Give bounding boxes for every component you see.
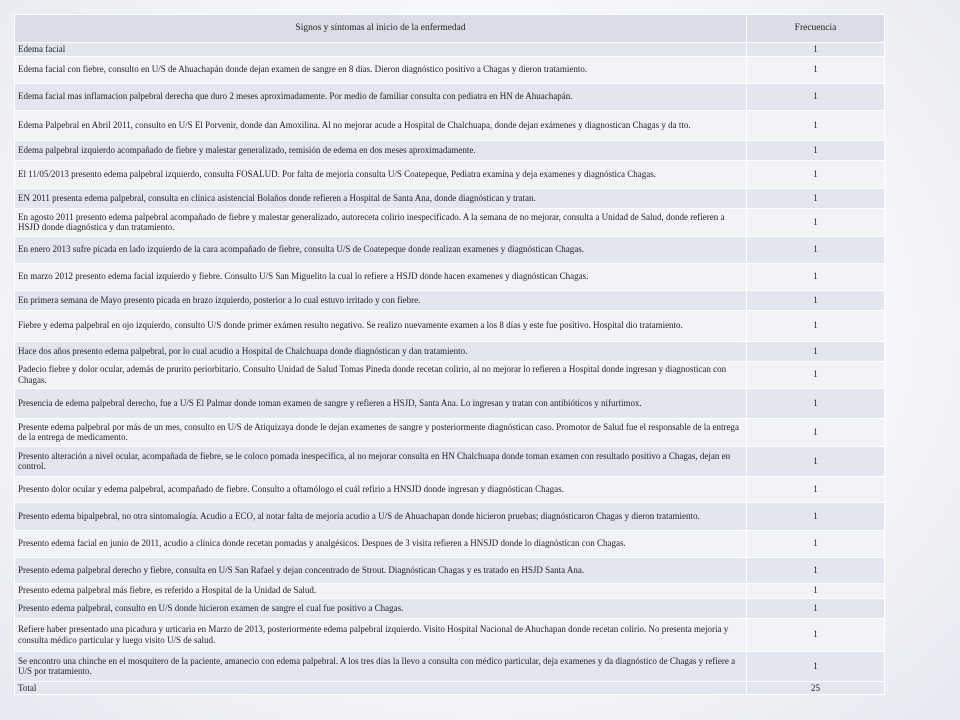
header-frequency: Frecuencia: [747, 15, 885, 43]
frequency-cell: 1: [747, 446, 885, 476]
table-row: [15, 208, 885, 236]
frequency-cell: 1: [747, 208, 885, 236]
frequency-cell: 1: [747, 583, 885, 598]
symptom-cell: Presento edema bipalpebral, no otra sintomalogía. Acudio a ECO, al notar falta de mejoría acudio a U/S de Ahuachapan donde hicieron pruebas; diagnósticaron Chagas y dieron tratamiento.: [15, 502, 747, 530]
symptom-cell: El 11/05/2013 presento edema palpebral izquierdo, consulta FOSALUD. Por falta de mejoría consulta U/S Coatepeque, Pediatra examina y deja examenes y diagnóstica Chagas.: [15, 160, 747, 188]
frequency-cell: 1: [747, 341, 885, 361]
table-row: [15, 290, 885, 310]
frequency-cell: 1: [747, 83, 885, 110]
frequency-cell: 1: [747, 310, 885, 341]
table-row: [15, 56, 885, 83]
frequency-cell: 1: [747, 263, 885, 290]
symptom-cell: Refiere haber presentado una picadura y urticaria en Marzo de 2013, posteriormente edema palpebral izquierdo. Visito Hospital Nacional de Ahuchapan donde recetan colirio. No presenta mejoria y consulta médico particular y luego visito U/S de salud.: [15, 618, 747, 651]
frequency-cell: 1: [747, 236, 885, 263]
frequency-cell: 1: [747, 530, 885, 557]
table-row: [15, 188, 885, 208]
symptom-cell: Fiebre y edema palpebral en ojo izquierdo, consulto U/S donde primer exámen resulto negativo. Se realizo nuevamente examen a los 8 días y este fue positivo. Hospital dio tratamiento.: [15, 310, 747, 341]
table-row: [15, 160, 885, 188]
table-body: [15, 43, 885, 695]
table-row: [15, 236, 885, 263]
frequency-cell: 1: [747, 476, 885, 502]
frequency-cell: 1: [747, 110, 885, 140]
table-row: [15, 583, 885, 598]
symptoms-table-container: [14, 14, 884, 695]
frequency-cell: 1: [747, 361, 885, 388]
table-row: [15, 502, 885, 530]
symptom-cell: En primera semana de Mayo presento picada en brazo izquierdo, posterior a lo cual estuvo irritado y con fiebre.: [15, 290, 747, 310]
frequency-cell: 1: [747, 418, 885, 446]
table-row: [15, 310, 885, 341]
symptom-cell: Edema palpebral izquierdo acompañado de fiebre y malestar generalizado, remisión de edema en dos meses aproximadamente.: [15, 140, 747, 160]
symptom-cell: Presento edema palpebral más fiebre, es referido a Hospital de la Unidad de Salud.: [15, 583, 747, 598]
table-header-row: [15, 15, 885, 43]
symptom-cell: Hace dos años presento edema palpebral, por lo cual acudio a Hospital de Chalchuapa donde diagnóstican y dan tratamiento.: [15, 341, 747, 361]
total-row: [15, 681, 885, 695]
table-row: [15, 110, 885, 140]
symptom-cell: En marzo 2012 presento edema facial izquierdo y fiebre. Consulto U/S San Miguelito la cual lo refiere a HSJD donde hacen examenes y diagnóstican Chagas.: [15, 263, 747, 290]
frequency-cell: 1: [747, 290, 885, 310]
table-row: [15, 418, 885, 446]
table-row: [15, 388, 885, 418]
symptoms-frequency-table: [14, 14, 885, 695]
symptom-cell: Presente edema palpebral por más de un mes, consulto en U/S de Atiquizaya donde le dejan examenes de sangre y posteriormente diagnóstican caso. Promotor de Salud fue el responsable de la entrega de la entrega de medicamento.: [15, 418, 747, 446]
table-row: [15, 43, 885, 57]
table-row: [15, 530, 885, 557]
symptom-cell: Presento edema facial en junio de 2011, acudio a clínica donde recetan pomadas y analgésicos. Despues de 3 visita refieren a HNSJD donde lo diagnóstican con Chagas.: [15, 530, 747, 557]
frequency-cell: 1: [747, 651, 885, 681]
symptom-cell: Presento dolor ocular y edema palpebral, acompañado de fiebre. Consulto a oftamólogo el cuál refirio a HNSJD donde ingresan y diagnóstican Chagas.: [15, 476, 747, 502]
header-symptoms: Signos y síntomas al inicio de la enfermedad: [15, 15, 747, 43]
table-row: [15, 446, 885, 476]
symptom-cell: Presento edema palpebral, consulto en U/S donde hicieron examen de sangre el cual fue positivo a Chagas.: [15, 598, 747, 618]
symptom-cell: En enero 2013 sufre picada en lado izquierdo de la cara acompañado de fiebre, consulta U/S de Coatepeque donde realizan examenes y diagnóstican Chagas.: [15, 236, 747, 263]
table-row: [15, 341, 885, 361]
frequency-cell: 1: [747, 188, 885, 208]
frequency-cell: 1: [747, 43, 885, 57]
symptom-cell: Edema facial: [15, 43, 747, 57]
symptom-cell: Presento edema palpebral derecho y fiebre, consulta en U/S San Rafael y dejan concentrado de Strout. Diagnóstican Chagas y es tratado en HSJD Santa Ana.: [15, 557, 747, 583]
symptom-cell: Edema facial mas inflamacion palpebral derecha que duro 2 meses aproximadamente. Por medio de familiar consulta con pediatra en HN de Ahuachapán.: [15, 83, 747, 110]
frequency-cell: 1: [747, 557, 885, 583]
symptom-cell: Presencia de edema palpebral derecho, fue a U/S El Palmar donde toman examen de sangre y refieren a HSJD, Santa Ana. Lo ingresan y tratan con antibióticos y nifurtimox.: [15, 388, 747, 418]
frequency-cell: 1: [747, 598, 885, 618]
frequency-cell: 1: [747, 618, 885, 651]
symptom-cell: EN 2011 presenta edema palpebral, consulta en clínica asistencial Bolaños donde refieren a Hospital de Santa Ana, donde diagnóstican y tratan.: [15, 188, 747, 208]
table-row: [15, 140, 885, 160]
table-row: [15, 618, 885, 651]
symptom-cell: Presento alteración a nivel ocular, acompañada de fiebre, se le coloco pomada inespecifica, al no mejorar consulta en HN Chalchuapa donde toman examen con resultado positivo a Chagas, dejan en control.: [15, 446, 747, 476]
table-row: [15, 476, 885, 502]
symptom-cell: En agosto 2011 presento edema palpebral acompañado de fiebre y malestar generalizado, autoreceta colirio inespecificado. A la semana de no mejorar, consulta a Unidad de Salud, donde refieren a HSJD donde diagnóstica y dan tratamiento.: [15, 208, 747, 236]
symptom-cell: Padecio fiebre y dolor ocular, además de prurito periorbitario. Consulto Unidad de Salud Tomas Pineda donde recetan colirio, al no mejorar lo refieren a Hospital donde ingresan y diagnostican con Chagas.: [15, 361, 747, 388]
symptom-cell: Se encontro una chinche en el mosquitero de la paciente, amanecio con edema palpebral. A los tres días la llevo a consulta con médico particular, deja examenes y da diagnóstico de Chagas y refiere a U/S por tratamiento.: [15, 651, 747, 681]
frequency-cell: 1: [747, 502, 885, 530]
table-row: [15, 557, 885, 583]
table-row: [15, 83, 885, 110]
table-row: [15, 263, 885, 290]
table-row: [15, 361, 885, 388]
frequency-cell: 1: [747, 56, 885, 83]
symptom-cell: Edema facial con fiebre, consulto en U/S de Ahuachapán donde dejan examen de sangre en 8 días. Dieron diagnóstico positivo a Chagas y dieron tratamiento.: [15, 56, 747, 83]
frequency-cell: 1: [747, 160, 885, 188]
total-label: Total: [15, 681, 747, 695]
table-row: [15, 651, 885, 681]
table-row: [15, 598, 885, 618]
frequency-cell: 1: [747, 388, 885, 418]
frequency-cell: 1: [747, 140, 885, 160]
total-value: 25: [747, 681, 885, 695]
symptom-cell: Edema Palpebral en Abril 2011, consulto en U/S El Porvenir, donde dan Amoxilina. Al no mejorar acude a Hospital de Chalchuapa, donde dejan exámenes y diagnostican Chagas y da tto.: [15, 110, 747, 140]
